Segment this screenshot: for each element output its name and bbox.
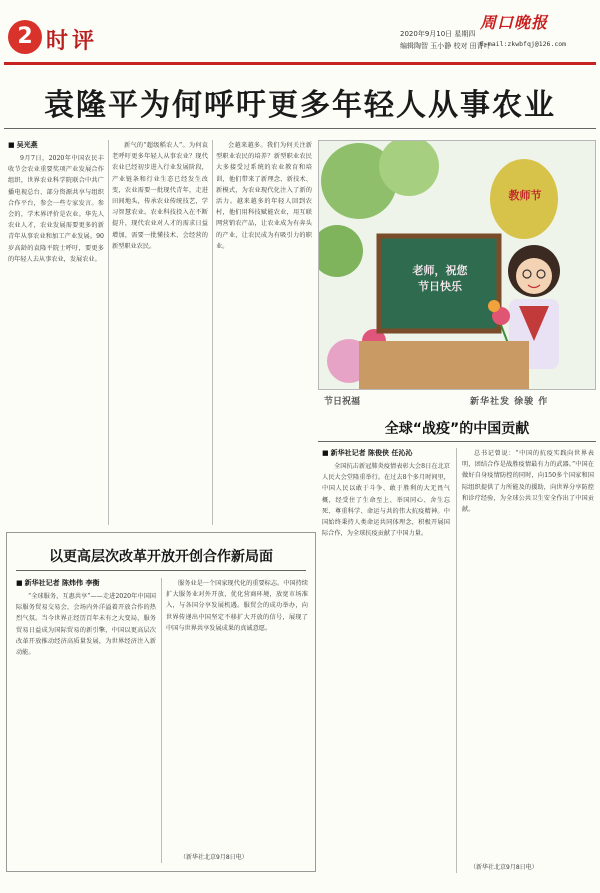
- illustration-credit: 新华社发 徐骏 作: [470, 397, 549, 407]
- main-headline: 袁隆平为何呼吁更多年轻人从事农业: [44, 88, 556, 123]
- boxed-byline: ■ 新华社记者 陈炜伟 李衡: [16, 578, 100, 588]
- email-address: E-mail:zkwbfqj@126.com: [480, 40, 567, 48]
- section-name: 时评: [46, 29, 99, 54]
- header-rule: [4, 62, 596, 65]
- teachers-day-cartoon: [318, 140, 596, 390]
- boxed-article-rule: [16, 570, 306, 571]
- boxed-article-dateline: （新华社北京9月8日电）: [180, 854, 248, 861]
- second-col1-text: 全国抗击新冠肺炎疫情表彰大会8日在北京人民大会堂隆重举行。在过去8个多月时间里，中国人民以敢于斗争、敢于胜利的大无畏气概，经受住了生命至上、举国同心、舍生忘死、尊重科学、命运与共的伟大抗疫精神。中国始终秉持人类命运共同体理念，积极开展国际合作，为全球抗疫贡献了中国力量。: [322, 463, 450, 538]
- teachers-day-sign: 教师节: [508, 189, 542, 202]
- chalkboard-text: [385, 263, 495, 295]
- column-divider: [212, 140, 213, 525]
- column-divider: [108, 140, 109, 525]
- illustration-caption: 节日祝福: [324, 397, 361, 407]
- board-line-1: 老师，祝您: [412, 264, 468, 277]
- boxed-article-title: 以更高层次改革开放开创合作新局面: [49, 549, 273, 565]
- column-divider: [456, 448, 457, 873]
- boxed-col2-text: 服务业是一个国家现代化的重要标志。中国持续扩大服务业对外开放，优化营商环境，放宽市场准入，与各国分享发展机遇。服贸会的成功举办，向世界传递出中国坚定不移扩大开放的信号，展现了中国与世界共享发展成果的真诚意愿。: [166, 580, 308, 632]
- page-number: 2: [8, 20, 42, 54]
- lead-article-col1: [8, 153, 104, 523]
- lead-col3-text: 会越来越多。我们为何关注新型职业农民的培养？新型职业农民大多接受过系统的农业教育和培训，他们带来了新理念、新技术、新模式，为农业现代化注入了新的活力。越来越多的年轻人回到农村，他们用科技赋能农业，用互联网营销农产品，让农业成为有奔头的产业，让农民成为有吸引力的职业。: [216, 142, 312, 250]
- second-byline: ■ 新华社记者 陈俊侠 任沁沁: [322, 448, 413, 458]
- boxed-article-col2: [166, 578, 308, 848]
- column-divider: [161, 578, 162, 863]
- headline-rule: [4, 128, 596, 129]
- second-article-col2: [462, 448, 594, 858]
- boxed-article-col1: [16, 591, 156, 863]
- boxed-col1-text: “全球服务，互惠共享”——走进2020年中国国际服务贸易交易会，会场内外洋溢着开放合作的热烈气氛。当今世界正经历百年未有之大变局，服务贸易日益成为国际贸易的新引擎，中国以更高层次改革开放推动经济高质量发展，为世界经济注入新动能。: [16, 593, 156, 657]
- lead-article-col2: [112, 140, 208, 525]
- lead-byline: ■ 吴光燕: [8, 140, 38, 150]
- page-header: [0, 0, 600, 70]
- second-article-dateline: （新华社北京9月8日电）: [470, 864, 538, 871]
- masthead-logo: 周口晚报: [480, 13, 549, 32]
- second-article-rule: [318, 441, 596, 442]
- editor-line: 编辑陶智 玉小静 校对 田青叶: [400, 42, 491, 50]
- lead-article-col3: [216, 140, 312, 525]
- second-col2-text: 总书记曾说：“中国的抗疫实践向世界表明，团结合作是战胜疫情最有力的武器。”中国在做好自身疫情防控的同时，向150多个国家和国际组织提供了力所能及的援助，向世界分享防控和诊疗经验，为全球公共卫生安全作出了中国贡献。: [462, 450, 594, 514]
- date-line: 2020年9月10日 星期四: [400, 30, 476, 38]
- lead-col1-text: 9月7日，2020年中国农民丰收节会农业重要奖项产业发展合作组织，世界农业科学院联合中共广播电视总台、部分资源共享与组织合作平台，参会一些专家发言。参会的，学术界评价是农业。华先人农业人才，农业发展需要更多的新青年从事农业和加工产业发展。90岁高龄的袁隆平院士呼吁，要更多的年轻人去从事农业，发展农业。: [8, 155, 104, 263]
- second-article-col1: [322, 461, 450, 871]
- header-info: [400, 28, 491, 52]
- lead-col2-text: 新气的“超级稻农人”。为何袁老呼吁更多年轻人从事农业？现代农业已经初步进入行业发展阶段，产业链条和行业生态已经发生改变，农业需要一批现代青年，走进田间地头，传承农业传统技艺，学习智慧农业。农业科技投入在不断提升，现代农业对人才的需求日益增加，需要一批懂技术、会经营的新型职业农民。: [112, 142, 208, 250]
- second-article-title: 全球“战疫”的中国贡献: [384, 421, 530, 437]
- board-line-2: 节日快乐: [418, 280, 462, 293]
